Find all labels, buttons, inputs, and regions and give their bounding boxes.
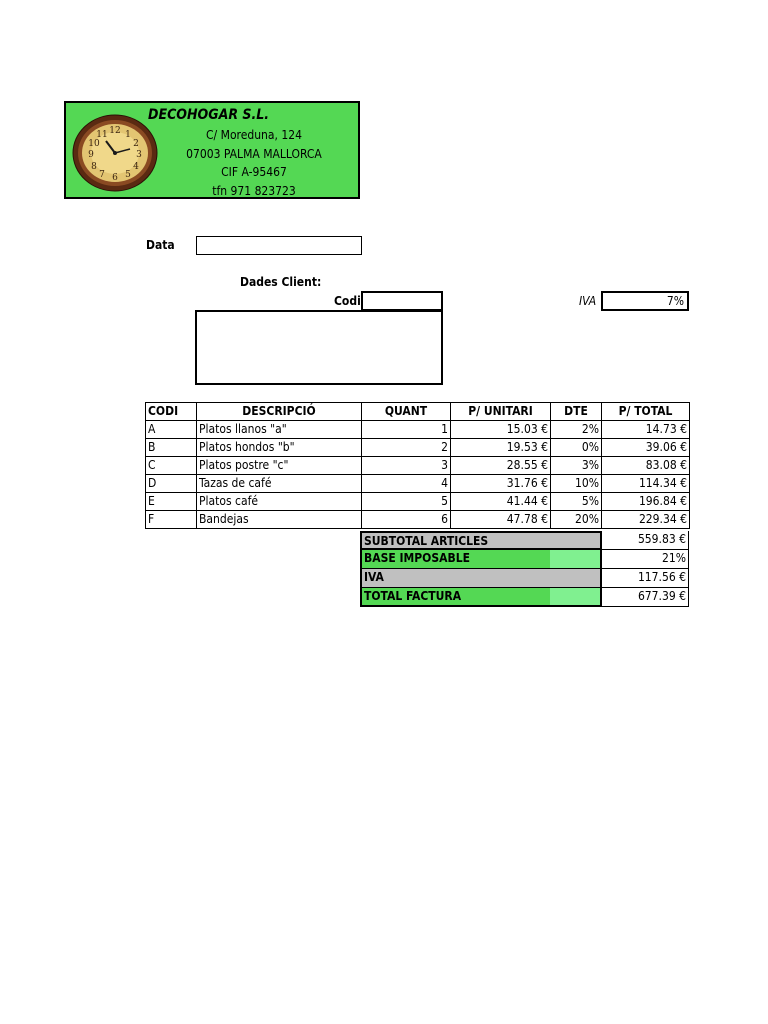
cell-total[interactable]: 39.06 € (602, 439, 690, 457)
svg-text:3: 3 (136, 150, 142, 160)
cell-codi[interactable]: E (146, 493, 197, 511)
wall-clock-icon (72, 113, 158, 193)
cell-unit[interactable]: 41.44 € (451, 493, 551, 511)
cell-dte[interactable]: 5% (551, 493, 602, 511)
cell-codi[interactable]: C (146, 457, 197, 475)
cell-desc[interactable]: Tazas de café (197, 475, 362, 493)
cell-desc[interactable]: Platos llanos "a" (197, 421, 362, 439)
cell-unit[interactable]: 47.78 € (451, 511, 551, 529)
cell-quant[interactable]: 3 (362, 457, 451, 475)
table-row (146, 511, 690, 529)
company-cif: CIF A-95467 (221, 165, 287, 179)
iva-empty-cell (550, 569, 602, 588)
cell-quant[interactable]: 6 (362, 511, 451, 529)
col-unitari: P/ UNITARI (451, 403, 551, 421)
total-factura-label: TOTAL FACTURA (360, 588, 552, 607)
subtotal-empty-cell (550, 531, 602, 550)
cell-dte[interactable]: 20% (551, 511, 602, 529)
cell-dte[interactable]: 2% (551, 421, 602, 439)
iva-rate-field[interactable]: 7% (601, 291, 689, 311)
table-header (146, 403, 690, 421)
svg-text:1: 1 (125, 130, 131, 140)
cell-quant[interactable]: 1 (362, 421, 451, 439)
svg-text:8: 8 (91, 162, 97, 172)
cell-quant[interactable]: 2 (362, 439, 451, 457)
table-row (146, 457, 690, 475)
col-total: P/ TOTAL (602, 403, 690, 421)
cell-total[interactable]: 196.84 € (602, 493, 690, 511)
svg-text:9: 9 (88, 150, 94, 160)
items-table (145, 402, 690, 529)
table-row (146, 475, 690, 493)
cell-dte[interactable]: 0% (551, 439, 602, 457)
base-label: BASE IMPOSABLE (360, 550, 552, 569)
col-quant: QUANT (362, 403, 451, 421)
svg-text:6: 6 (112, 173, 118, 183)
base-empty-cell (550, 550, 602, 569)
cell-desc[interactable]: Platos café (197, 493, 362, 511)
company-phone: tfn 971 823723 (212, 184, 296, 198)
svg-text:7: 7 (99, 170, 105, 180)
cell-quant[interactable]: 4 (362, 475, 451, 493)
cell-unit[interactable]: 15.03 € (451, 421, 551, 439)
cell-unit[interactable]: 19.53 € (451, 439, 551, 457)
cell-quant[interactable]: 5 (362, 493, 451, 511)
company-address: C/ Moreduna, 124 (206, 128, 302, 142)
cell-unit[interactable]: 28.55 € (451, 457, 551, 475)
svg-text:4: 4 (133, 162, 139, 172)
codi-label: Codi (334, 294, 361, 308)
client-info-box[interactable] (195, 310, 443, 385)
cell-codi[interactable]: F (146, 511, 197, 529)
svg-text:2: 2 (133, 139, 139, 149)
total-factura-value[interactable]: 677.39 € (601, 588, 689, 607)
cell-codi[interactable]: B (146, 439, 197, 457)
col-codi: CODI (146, 403, 197, 421)
cell-codi[interactable]: D (146, 475, 197, 493)
cell-desc[interactable]: Platos postre "c" (197, 457, 362, 475)
table-row (146, 493, 690, 511)
subtotal-label: SUBTOTAL ARTICLES (360, 531, 552, 550)
iva-label: IVA (579, 294, 597, 308)
cell-dte[interactable]: 3% (551, 457, 602, 475)
cell-total[interactable]: 14.73 € (602, 421, 690, 439)
col-dte: DTE (551, 403, 602, 421)
svg-text:10: 10 (88, 139, 100, 149)
total-empty-cell (550, 588, 602, 607)
codi-field[interactable] (361, 291, 443, 311)
date-field[interactable] (196, 236, 362, 255)
cell-unit[interactable]: 31.76 € (451, 475, 551, 493)
company-header (64, 101, 360, 199)
company-city: 07003 PALMA MALLORCA (186, 147, 322, 161)
cell-codi[interactable]: A (146, 421, 197, 439)
company-name: DECOHOGAR S.L. (148, 107, 270, 123)
cell-desc[interactable]: Platos hondos "b" (197, 439, 362, 457)
date-label: Data (146, 238, 175, 252)
table-row (146, 439, 690, 457)
svg-text:5: 5 (125, 170, 131, 180)
svg-text:12: 12 (109, 126, 121, 136)
cell-dte[interactable]: 10% (551, 475, 602, 493)
svg-text:11: 11 (96, 130, 108, 140)
client-label: Dades Client: (240, 275, 322, 289)
cell-total[interactable]: 114.34 € (602, 475, 690, 493)
iva-total-value[interactable]: 117.56 € (601, 569, 689, 588)
table-row (146, 421, 690, 439)
cell-total[interactable]: 229.34 € (602, 511, 690, 529)
col-descripcio: DESCRIPCIÓ (197, 403, 362, 421)
subtotal-value[interactable]: 559.83 € (601, 531, 689, 550)
base-value[interactable]: 21% (601, 550, 689, 569)
iva-total-label: IVA (360, 569, 552, 588)
cell-total[interactable]: 83.08 € (602, 457, 690, 475)
cell-desc[interactable]: Bandejas (197, 511, 362, 529)
